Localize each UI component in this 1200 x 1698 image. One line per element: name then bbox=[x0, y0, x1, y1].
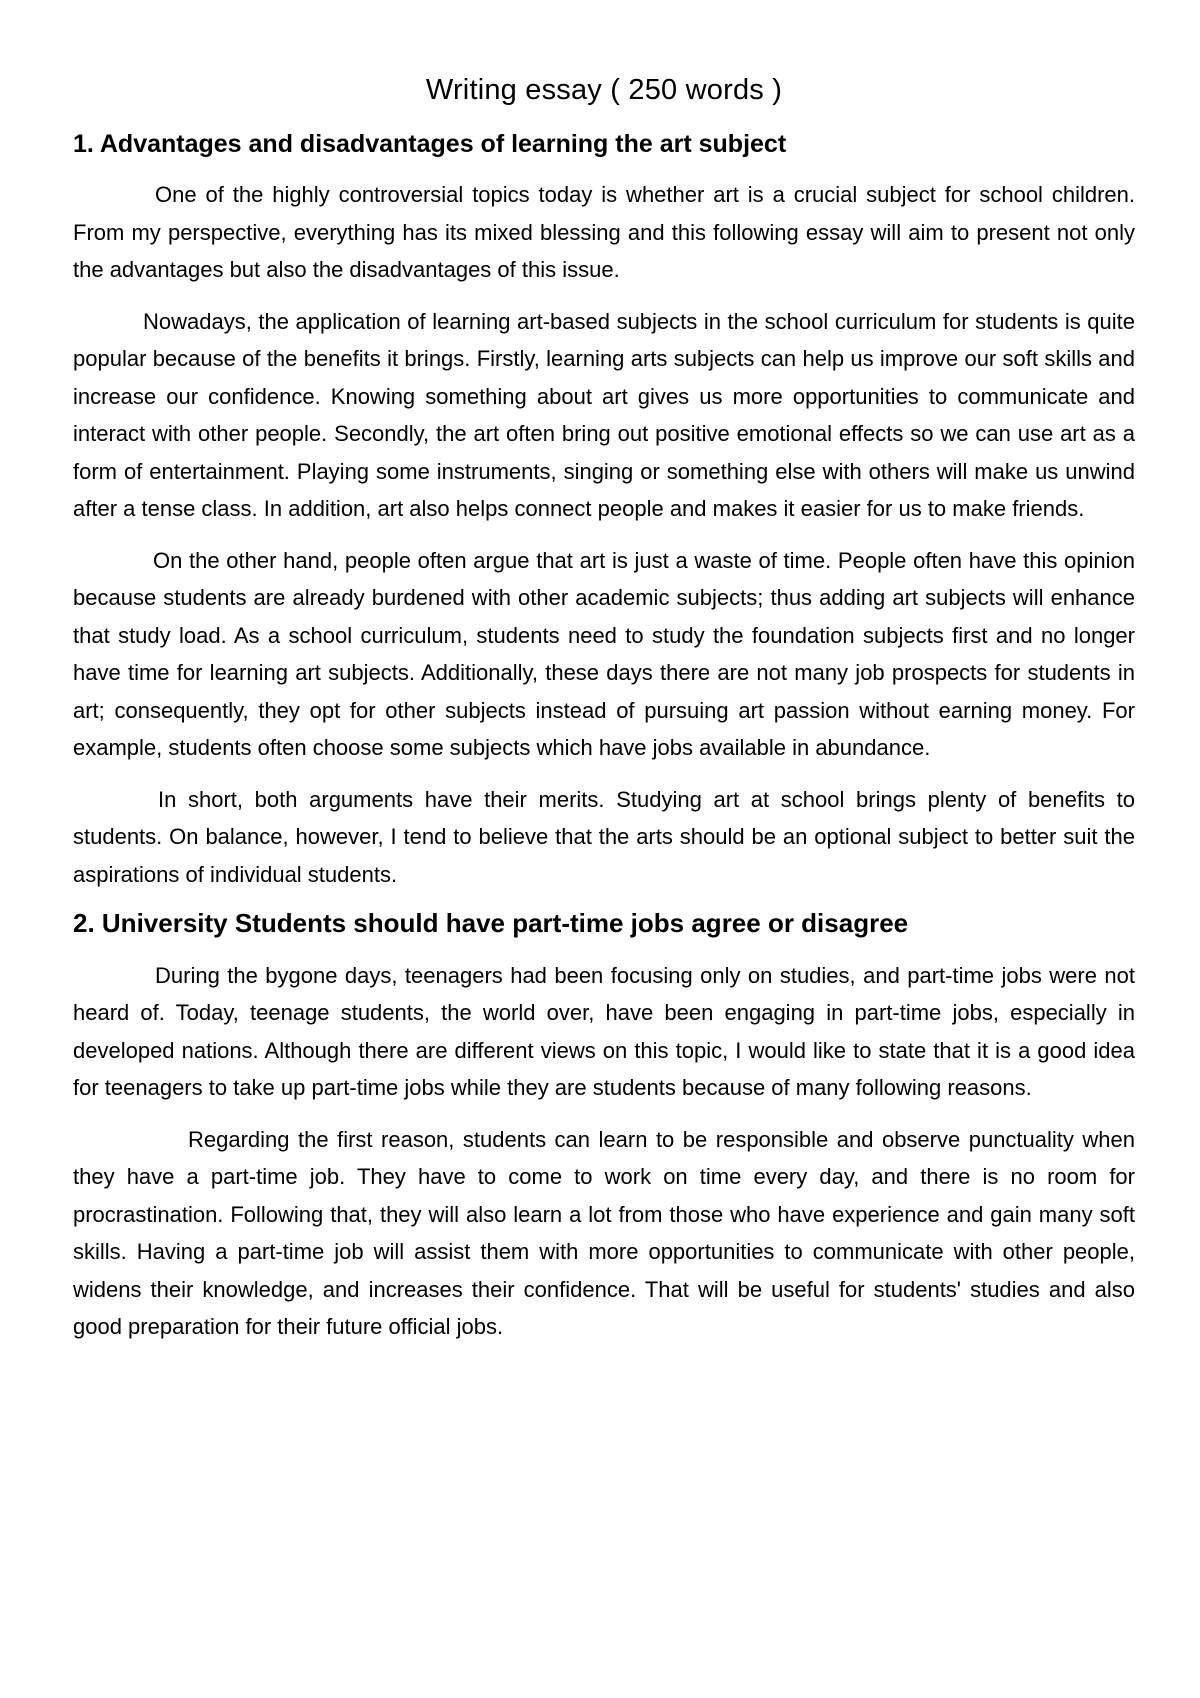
section-2-paragraph-2: Regarding the first reason, students can learn to be responsible and observe punctuality when they have a part-time job. They have to come to work on time every day, and there is no room for procrastination. Following that, they will also learn a lot from those who have experience and gain many soft skills. Having a part-time job will assist them with more opportunities to communicate with other people, widens their knowledge, and increases their confidence. That will be useful for students' studies and also good preparation for their future official jobs. bbox=[73, 1126, 1135, 1340]
section-1-paragraph-4: In short, both arguments have their merits. Studying art at school brings plenty of benefits to students. On balance, however, I tend to believe that the arts should be an optional subject to better suit the aspirations of individual students. bbox=[73, 786, 1135, 887]
section-1-paragraph-2: Nowadays, the application of learning art-based subjects in the school curriculum for students is quite popular because of the benefits it brings. Firstly, learning arts subjects can help us improve our soft skills and increase our confidence. Knowing something about art gives us more opportunities to communicate and interact with other people. Secondly, the art often bring out positive emotional effects so we can use art as a form of entertainment. Playing some instruments, singing or something else with others will make us unwind after a tense class. In addition, art also helps connect people and makes it easier for us to make friends. bbox=[73, 308, 1135, 522]
section-2-paragraph-1: During the bygone days, teenagers had been focusing only on studies, and part-time jobs were not heard of. Today, teenage students, the world over, have been engaging in part-time jobs, especially in developed nations. Although there are different views on this topic, I would like to state that it is a good idea for teenagers to take up part-time jobs while they are students because of many following reasons. bbox=[73, 962, 1135, 1101]
section-1-paragraph-1: One of the highly controversial topics today is whether art is a crucial subject for school children. From my perspective, everything has its mixed blessing and this following essay will aim to present not only the advantages but also the disadvantages of this issue. bbox=[73, 182, 1135, 283]
section-2-heading: 2. University Students should have part-time jobs agree or disagree bbox=[73, 908, 909, 939]
section-1-heading: 1. Advantages and disadvantages of learning the art subject bbox=[73, 129, 787, 158]
document-title: Writing essay ( 250 words ) bbox=[425, 74, 783, 106]
section-1-paragraph-3: On the other hand, people often argue that art is just a waste of time. People often have this opinion because students are already burdened with other academic subjects; thus adding art subjects will enhance that study load. As a school curriculum, students need to study the foundation subjects first and no longer have time for learning art subjects. Additionally, these days there are not many job prospects for students in art; consequently, they opt for other subjects instead of pursuing art passion without earning money. For example, students often choose some subjects which have jobs available in abundance. bbox=[73, 547, 1135, 761]
document-page bbox=[73, 72, 1135, 1360]
